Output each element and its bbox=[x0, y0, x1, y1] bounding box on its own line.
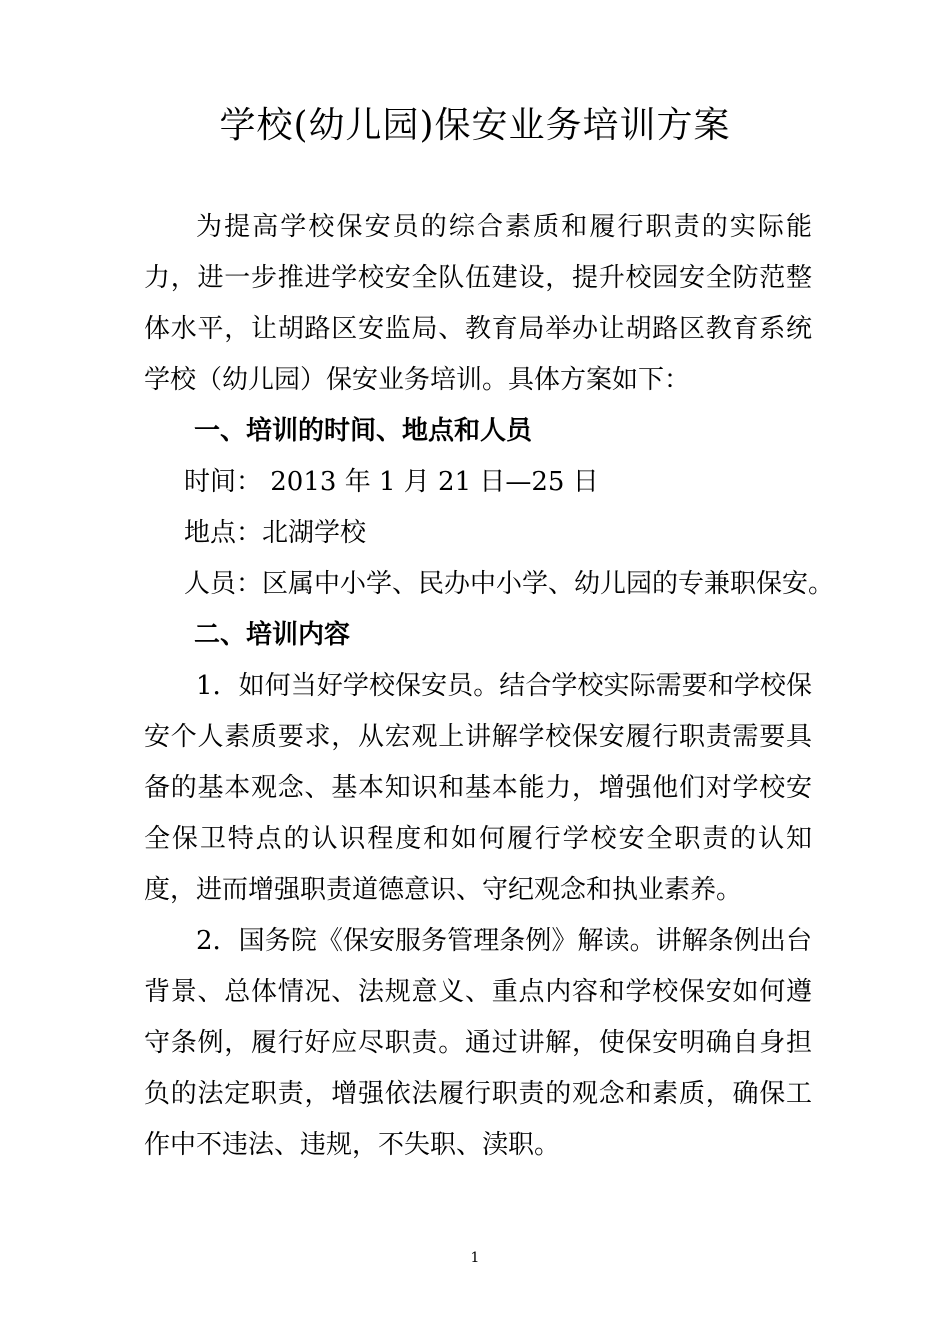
content-item-2: 2．国务院《保安服务管理条例》解读。讲解条例出台背景、总体情况、法规意义、重点内容和学校保安如何遵守条例，履行好应尽职责。通过讲解，使保安明确自身担负的法定职责，增强依法履行职责的观念和素质，确保工作中不违法、违规，不失职、渎职。 bbox=[144, 926, 812, 1160]
content-item-1: 1．如何当好学校保安员。结合学校实际需要和学校保安个人素质要求，从宏观上讲解学校保安履行职责需要具备的基本观念、基本知识和基本能力，增强他们对学校安全保卫特点的认识程度和如何履行学校安全职责的认知度，进而增强职责道德意识、守纪观念和执业素养。 bbox=[144, 671, 812, 905]
training-people: 人员：区属中小学、民办中小学、幼儿园的专兼职保安。 bbox=[184, 569, 835, 599]
document-title: 学校(幼儿园)保安业务培训方案 bbox=[219, 105, 731, 146]
section-heading-1: 一、培训的时间、地点和人员 bbox=[194, 416, 533, 446]
document-body bbox=[144, 202, 835, 1171]
page-number: 1 bbox=[470, 1250, 480, 1266]
section-heading-2: 二、培训内容 bbox=[194, 620, 351, 650]
training-place: 地点：北湖学校 bbox=[184, 518, 367, 548]
intro-paragraph: 为提高学校保安员的综合素质和履行职责的实际能力，进一步推进学校安全队伍建设，提升校园安全防范整体水平，让胡路区安监局、教育局举办让胡路区教育系统学校（幼儿园）保安业务培训。具体方案如下： bbox=[144, 212, 812, 395]
training-time: 时间： 2013 年 1 月 21 日—25 日 bbox=[184, 467, 599, 497]
